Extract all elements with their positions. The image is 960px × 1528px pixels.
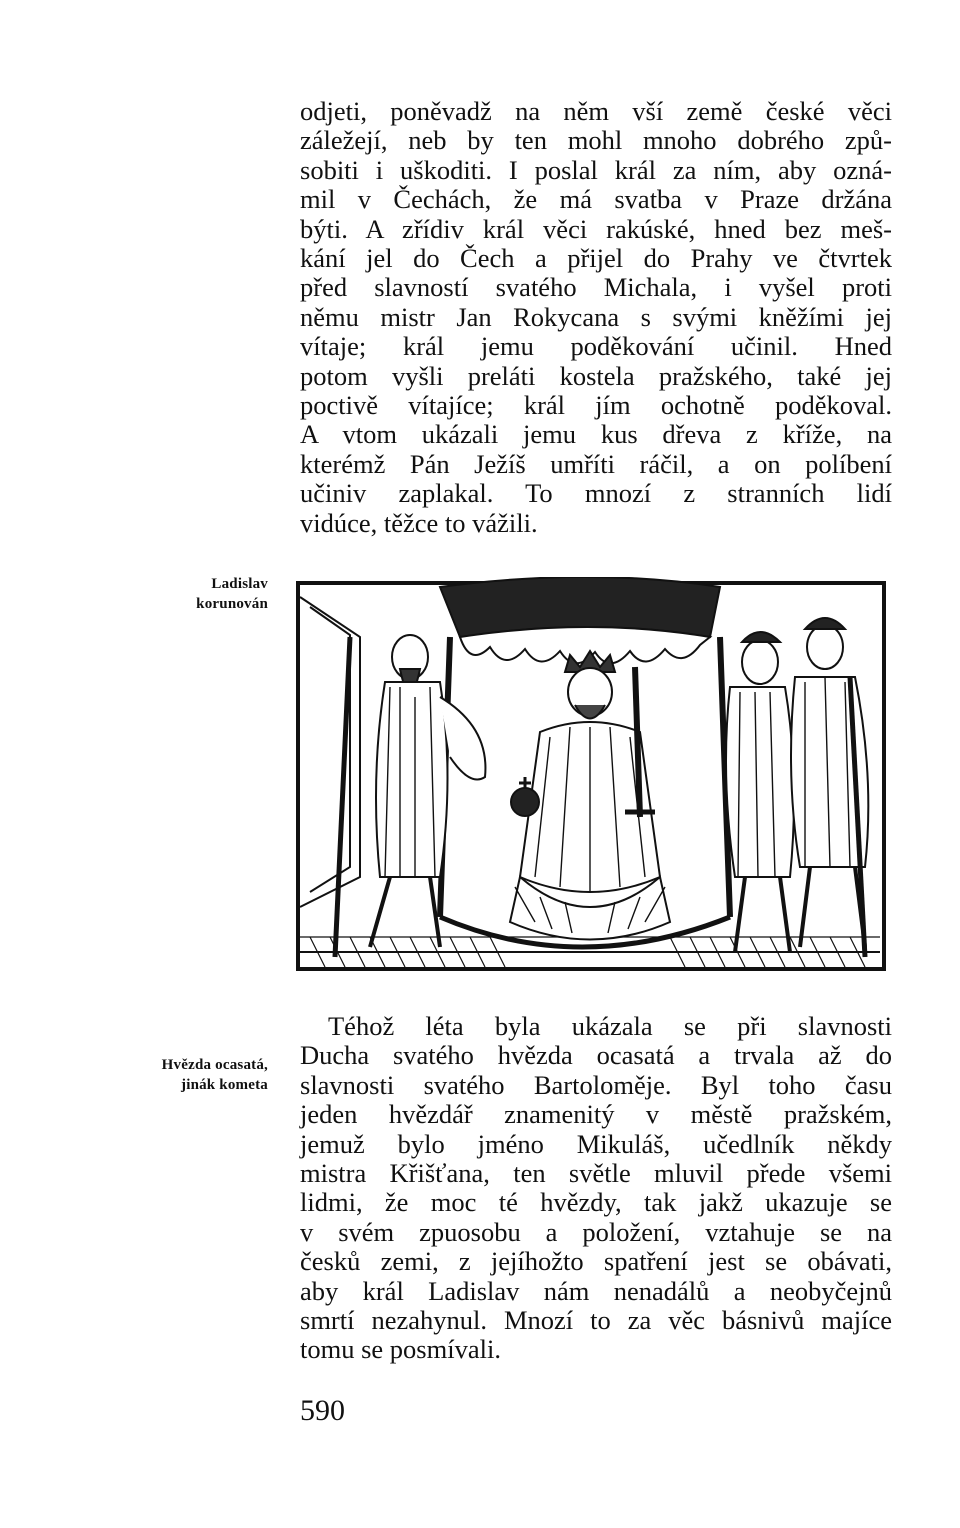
main-paragraph-2 — [300, 1012, 892, 1365]
page-number: 590 — [300, 1394, 345, 1427]
text-line: jeden hvězdář znamenitý v městě pražském, — [300, 1099, 892, 1130]
text-line: lidmi, že moc té hvězdy, tak jakž ukazuje se — [300, 1187, 892, 1218]
marginal-note-comet — [162, 1055, 268, 1095]
marginal-line: Hvězda ocasatá, — [161, 1057, 268, 1073]
text-line: v svém zpuosobu a položení, vztahuje se na — [300, 1216, 892, 1247]
text-line: před slavností svatého Michala, i vyšel proti — [300, 272, 892, 303]
text-line: Ducha svatého hvězda ocasatá a trvala až do — [300, 1040, 892, 1071]
text-line: Téhož léta byla ukázala se při slavnosti — [328, 1011, 892, 1041]
text-line: kání jel do Čech a přijel do Prahy ve čtvrtek — [300, 243, 892, 274]
text-line: jemuž bylo jméno Mikuláš, učedlník někdy — [300, 1128, 892, 1159]
text-line: A vtom ukázali jemu kus dřeva z kříže, na — [300, 419, 892, 450]
text-line: poctivě vítajíce; král jím ochotně poděkoval. — [300, 390, 892, 421]
text-line: odjeti, poněvadž na něm vší země české věci — [300, 96, 892, 126]
text-line: mil v Čechách, že má svatba v Praze držána — [300, 184, 892, 215]
text-line: němu mistr Jan Rokycana s svými kněžími jej — [300, 301, 892, 332]
text-line: učiniv zaplakal. To mnozí z stranních lidí — [300, 478, 892, 509]
text-line: česků zemi, z jejíhožto spatření jest se obávati, — [300, 1246, 892, 1277]
text-line: aby král Ladislav nám nenadálů a neobyčejnů — [300, 1275, 892, 1306]
main-paragraph-1 — [300, 97, 892, 538]
text-line: slavnosti svatého Bartoloměje. Byl toho času — [300, 1069, 892, 1100]
text-line: záležejí, neb by ten mohl mnoho dobrého způ- — [300, 125, 892, 156]
woodcut-illustration — [290, 577, 890, 977]
text-line: mistra Křišťana, ten světle mluvil přede všemi — [300, 1158, 892, 1189]
text-line: býti. A zřídiv král věci rakúské, hned bez meš- — [300, 213, 892, 244]
text-line: tomu se posmívali. — [300, 1334, 501, 1365]
marginal-line: Ladislav — [211, 576, 268, 592]
text-line: potom vyšli preláti kostela pražského, také jej — [300, 360, 892, 391]
marginal-line: korunován — [196, 596, 268, 612]
marginal-line: jinák kometa — [181, 1077, 268, 1093]
marginal-note-coronation — [196, 574, 268, 614]
text-line: vítaje; král jemu poděkování učinil. Hned — [300, 331, 892, 362]
text-line: kterémž Pán Ježíš umříti ráčil, a on políbení — [300, 448, 892, 479]
text-line: vidúce, těžce to vážili. — [300, 507, 538, 538]
text-line: sobiti i uškoditi. I poslal král za ním, aby ozná- — [300, 154, 892, 185]
text-line: smrtí nezahynul. Mnozí to za věc básnivů majíce — [300, 1305, 892, 1336]
